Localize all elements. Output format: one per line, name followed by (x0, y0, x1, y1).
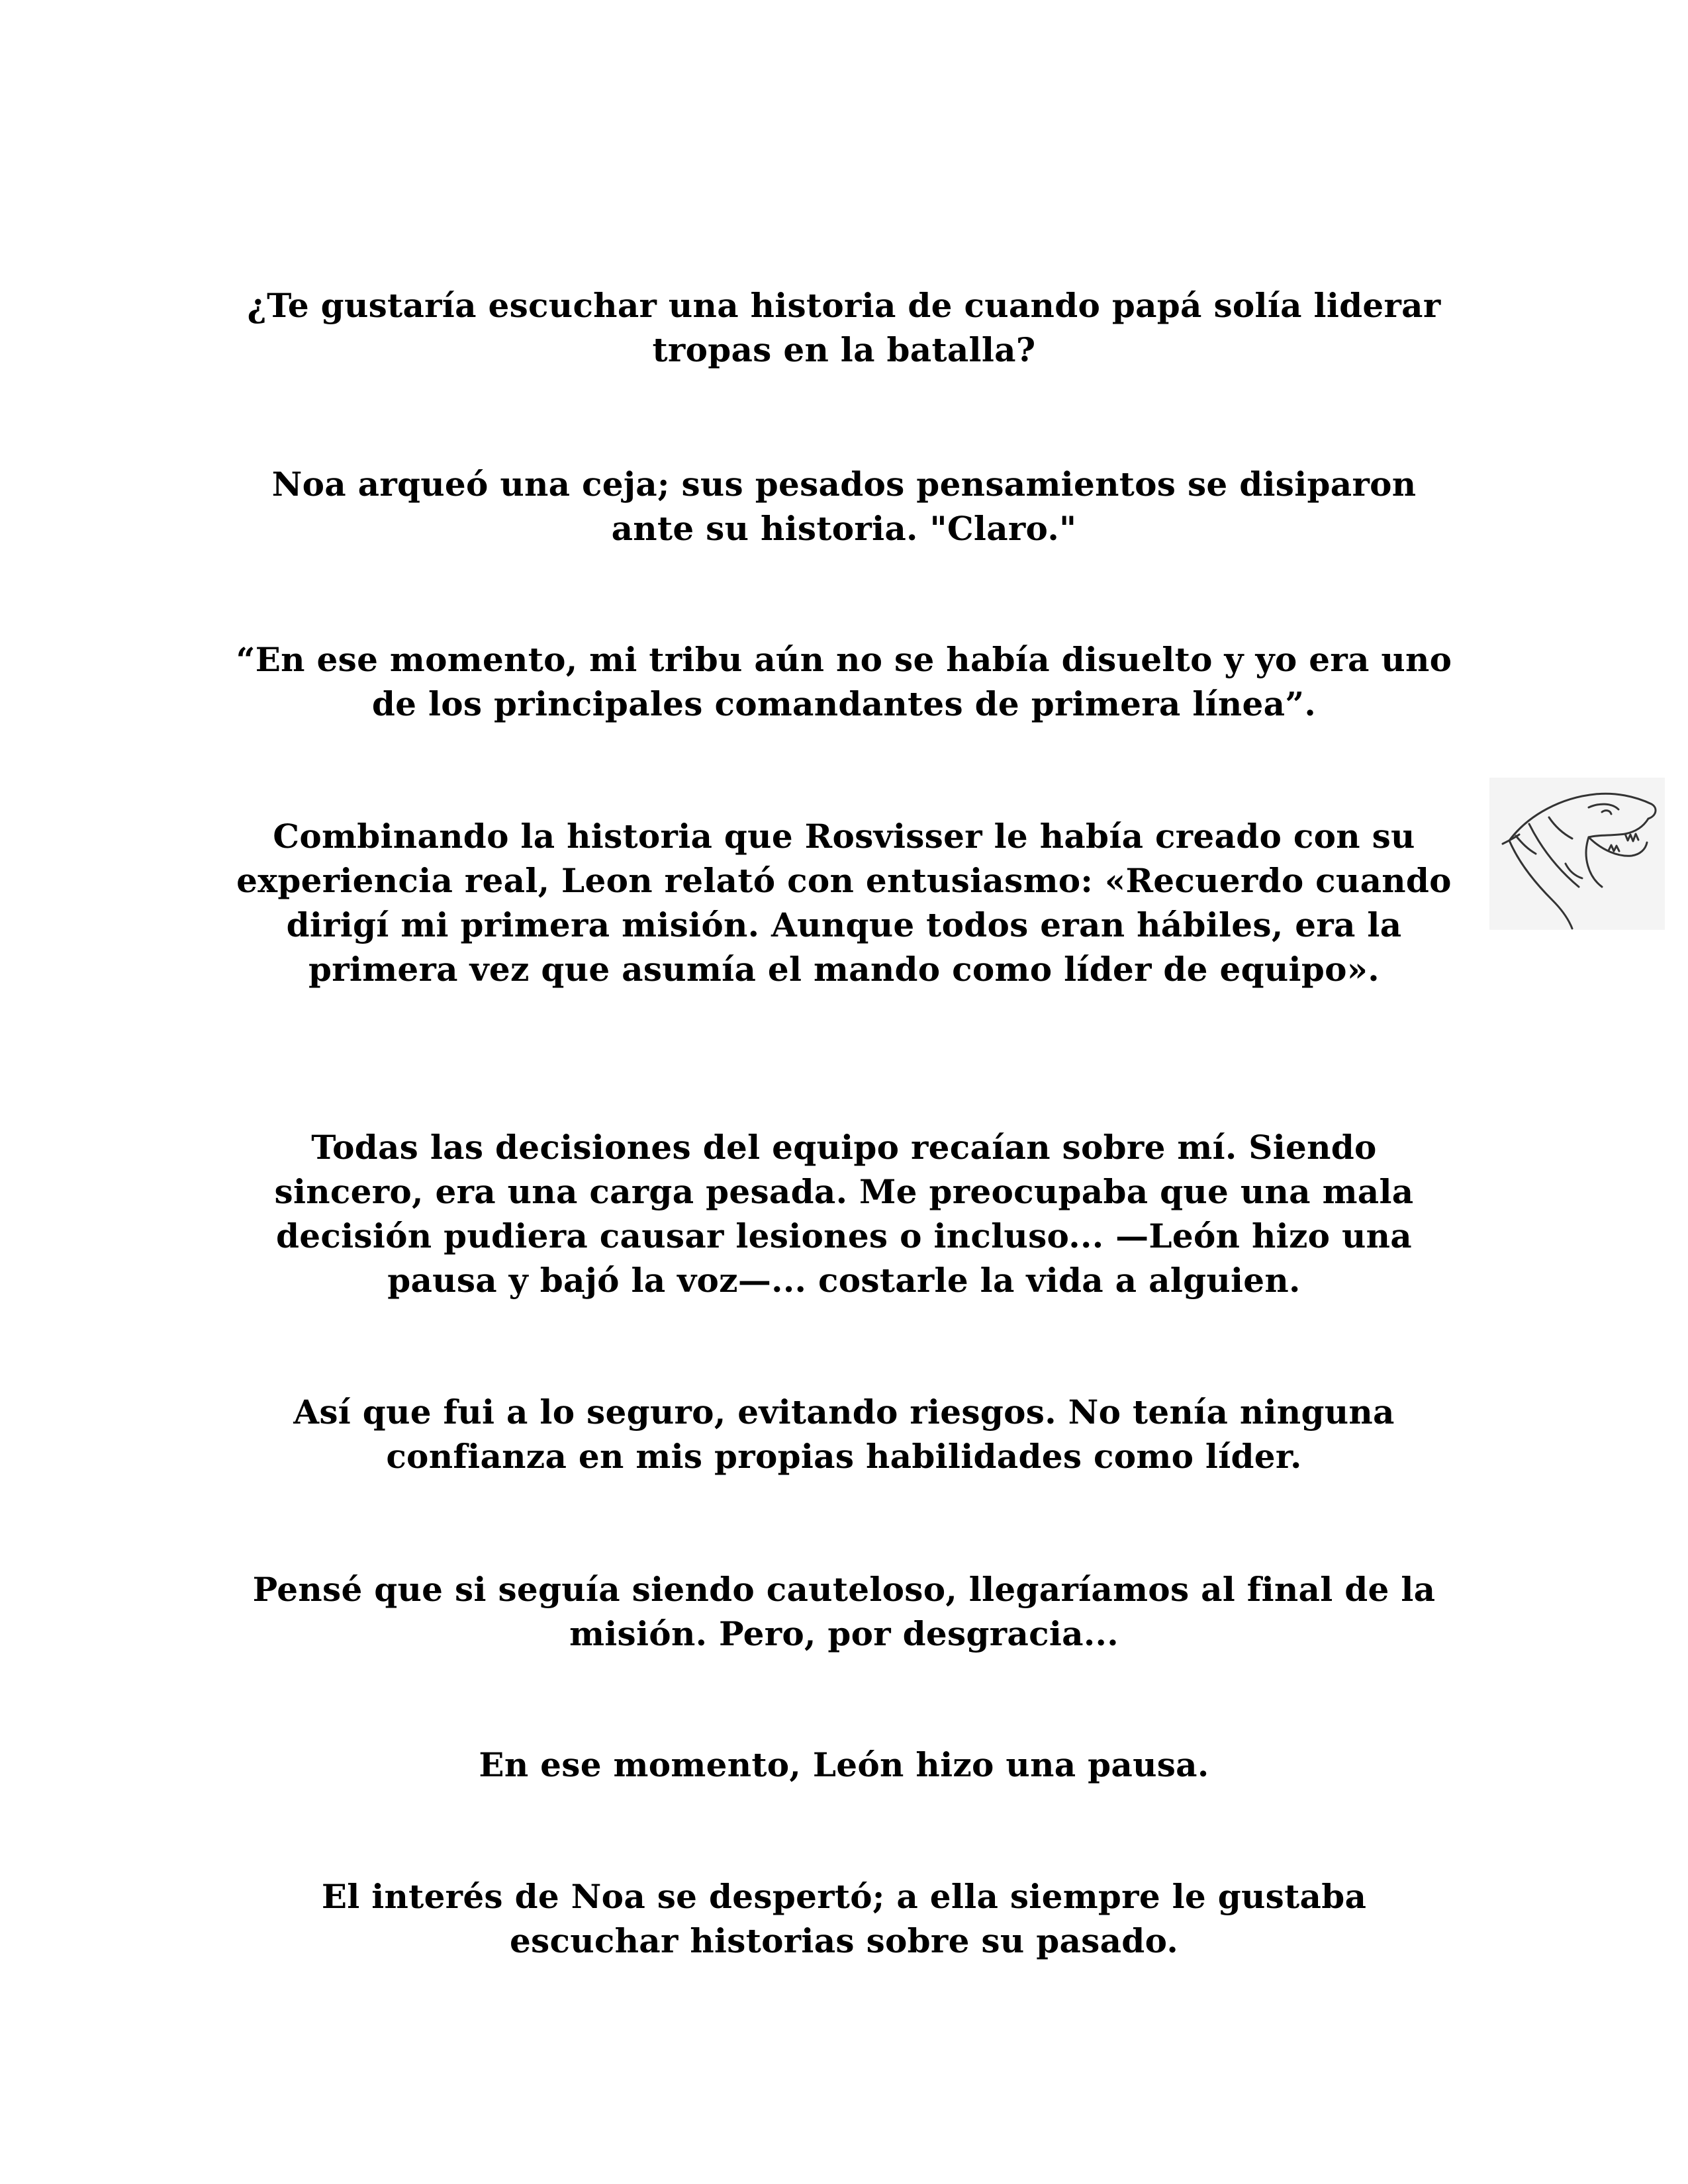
dinosaur-sketch-icon (1489, 778, 1665, 930)
paragraph-2: Noa arqueó una ceja; sus pesados pensamientos se disiparon ante su historia. "Claro." (271, 465, 1417, 548)
paragraph-5: Todas las decisiones del equipo recaían sobre mí. Siendo sincero, era una carga pesada. Me preocupaba que una mala decisión pudiera causar lesiones o incluso... —León hizo una pausa y bajó la voz—... costarle la vida a alguien. (274, 1128, 1414, 1300)
paragraph-1: ¿Te gustaría escuchar una historia de cuando papá solía liderar tropas en la batalla? (247, 286, 1441, 369)
paragraph-6: Así que fui a lo seguro, evitando riesgos. No tenía ninguna confianza en mis propias habilidades como líder. (293, 1392, 1395, 1476)
paragraph-7: Pensé que si seguía siendo cauteloso, llegaríamos al final de la misión. Pero, por desgracia... (252, 1570, 1436, 1653)
paragraph-8: En ese momento, León hizo una pausa. (479, 1745, 1209, 1784)
paragraph-9: El interés de Noa se despertó; a ella siempre le gustaba escuchar historias sobre su pasado. (321, 1877, 1367, 1960)
paragraph-3: “En ese momento, mi tribu aún no se había disuelto y yo era uno de los principales comandantes de primera línea”. (236, 640, 1452, 723)
paragraph-4: Combinando la historia que Rosvisser le había creado con su experiencia real, Leon relató con entusiasmo: «Recuerdo cuando dirigí mi primera misión. Aunque todos eran hábiles, era la primera vez que asumía el mando como líder de equipo». (236, 817, 1452, 989)
